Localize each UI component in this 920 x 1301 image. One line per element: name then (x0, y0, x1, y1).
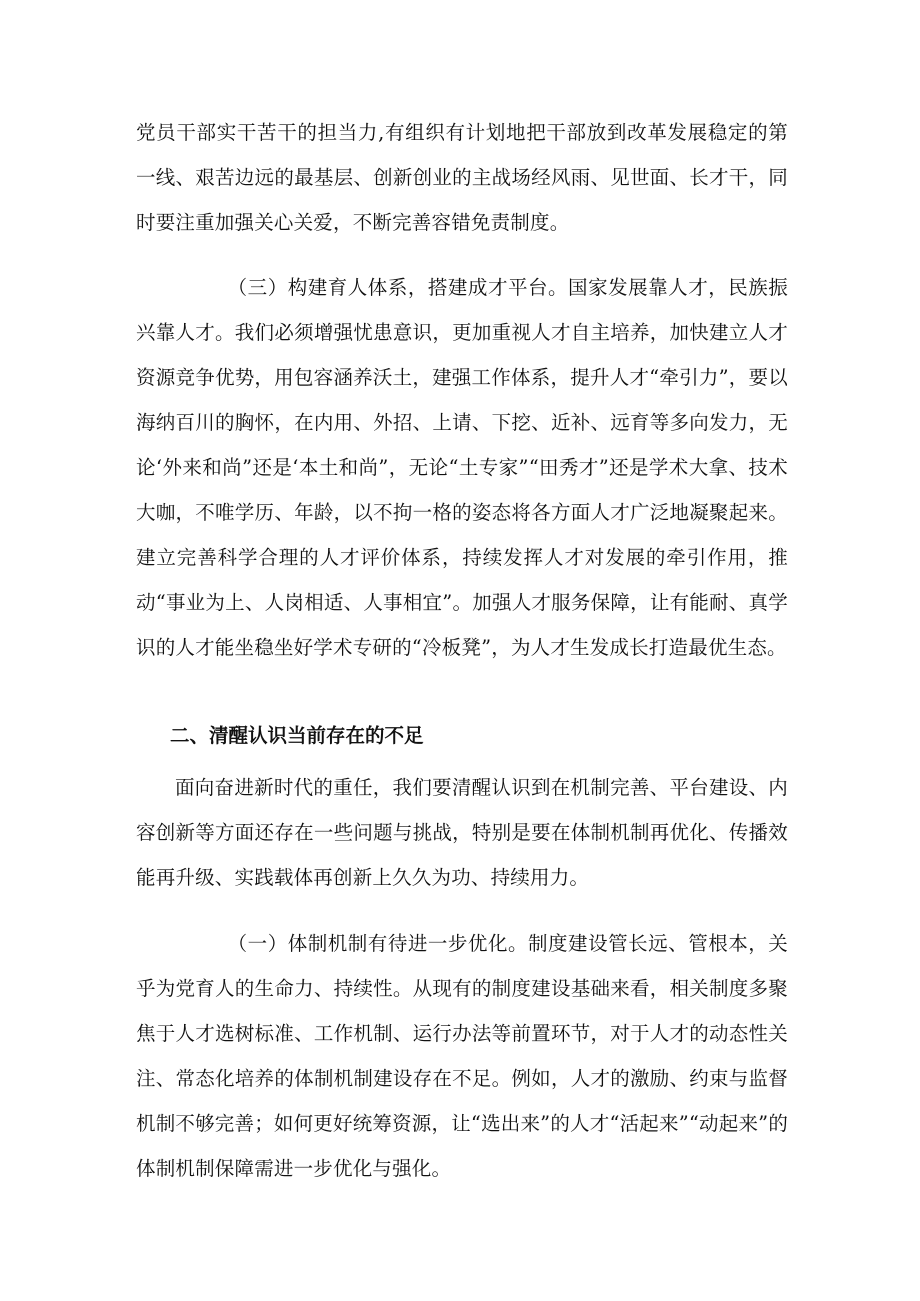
paragraph-continuation: 党员干部实干苦干的担当力,有组织有计划地把干部放到改革发展稳定的第一线、艰苦边远的最基层、创新创业的主战场经风雨、见世面、长才干，同时要注重加强关心关爱，不断完善容错免责制度。 (136, 121, 788, 234)
paragraph-build-talent-system: （三）构建育人体系，搭建成才平台。国家发展靠人才，民族振兴靠人才。我们必须增强忧患意识，更加重视人才自主培养，加快建立人才资源竞争优势，用包容涵养沃土，建强工作体系，提升人才“牵引力”，要以海纳百川的胸怀，在内用、外招、上请、下挖、近补、远育等多向发力，无论‘外来和尚”还是‘本土和尚”，无论“土专家”“田秀才”还是学术大拿、技术大咖，不唯学历、年龄，以不拘一格的姿态将各方面人才广泛地凝聚起来。建立完善科学合理的人才评价体系，持续发挥人才对发展的牵引作用，推动“事业为上、人岗相适、人事相宜”。加强人才服务保障，让有能耐、真学识的人才能坐稳坐好学术专研的“冷板凳”，为人才生发成长打造最优生态。 (136, 276, 788, 659)
paragraph-mechanism-optimization: （一）体制机制有待进一步优化。制度建设管长远、管根本，关乎为党育人的生命力、持续性。从现有的制度建设基础来看，相关制度多聚焦于人才选树标准、工作机制、运行办法等前置环节，对于人才的动态性关注、常态化培养的体制机制建设存在不足。例如，人才的激励、约束与监督机制不够完善；如何更好统筹资源，让“选出来”的人才“活起来”“动起来”的体制机制保障需进一步优化与强化。 (136, 932, 789, 1180)
section-heading-shortcomings: 二、清醒认识当前存在的不足 (170, 724, 424, 747)
paragraph-intro-shortcomings: 面向奋进新时代的重任，我们要清醒认识到在机制完善、平台建设、内容创新等方面还存在一些问题与挑战，特别是要在体制机制再优化、传播效能再升级、实践载体再创新上久久为功、持续用力。 (136, 776, 788, 889)
